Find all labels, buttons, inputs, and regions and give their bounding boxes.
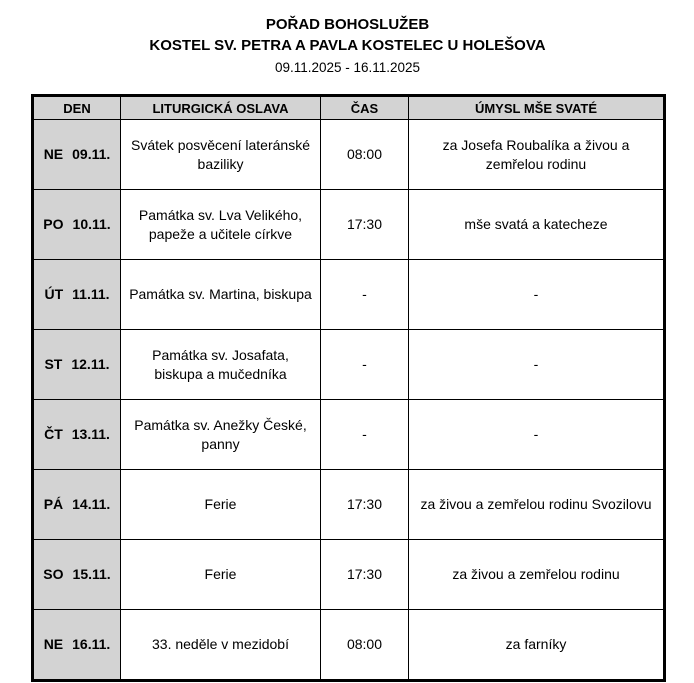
table-header-row	[33, 96, 665, 120]
time-cell: 17:30	[321, 470, 409, 540]
celebration-cell: Památka sv. Josafata, biskupa a mučedníka	[121, 330, 321, 400]
day-cell	[33, 330, 121, 400]
intention-cell: za farníky	[409, 610, 665, 681]
day-abbreviation: ÚT	[44, 286, 64, 302]
time-cell: -	[321, 260, 409, 330]
table-body	[33, 120, 665, 681]
day-cell	[33, 610, 121, 681]
intention-cell: -	[409, 260, 665, 330]
table-row	[33, 330, 665, 400]
celebration-cell: Památka sv. Anežky České, panny	[121, 400, 321, 470]
document-header	[31, 14, 664, 78]
celebration-cell: Ferie	[121, 540, 321, 610]
table-row	[33, 540, 665, 610]
page-title: POŘAD BOHOSLUŽEB	[265, 16, 430, 33]
day-abbreviation: ČT	[44, 426, 63, 442]
table-row	[33, 610, 665, 681]
day-cell	[33, 190, 121, 260]
celebration-cell: 33. neděle v mezidobí	[121, 610, 321, 681]
day-date: 15.11.	[72, 566, 111, 582]
column-header-cas: ČAS	[321, 96, 409, 120]
table-row	[33, 470, 665, 540]
time-cell: 17:30	[321, 540, 409, 610]
celebration-cell: Památka sv. Lva Velikého, papeže a učitele církve	[121, 190, 321, 260]
column-header-liturgicka-oslava: LITURGICKÁ OSLAVA	[121, 96, 321, 120]
day-cell	[33, 120, 121, 190]
time-cell: -	[321, 330, 409, 400]
day-date: 13.11.	[71, 426, 110, 442]
day-date: 11.11.	[72, 286, 110, 302]
date-range: 09.11.2025 - 16.11.2025	[274, 60, 421, 75]
column-header-den: DEN	[33, 96, 121, 120]
page-subtitle: KOSTEL SV. PETRA A PAVLA KOSTELEC U HOLEŠOVA	[149, 37, 546, 54]
day-date: 14.11.	[72, 496, 111, 512]
table-row	[33, 260, 665, 330]
time-cell: 08:00	[321, 610, 409, 681]
table-row	[33, 190, 665, 260]
celebration-cell: Ferie	[121, 470, 321, 540]
day-date: 12.11.	[71, 356, 110, 372]
intention-cell: za Josefa Roubalíka a živou a zemřelou rodinu	[409, 120, 665, 190]
intention-cell: -	[409, 330, 665, 400]
celebration-cell: Památka sv. Martina, biskupa	[121, 260, 321, 330]
intention-cell: mše svatá a katecheze	[409, 190, 665, 260]
day-abbreviation: PO	[43, 216, 64, 232]
column-header-umysl: ÚMYSL MŠE SVATÉ	[409, 96, 665, 120]
day-date: 16.11.	[72, 636, 111, 652]
celebration-cell: Svátek posvěcení lateránské baziliky	[121, 120, 321, 190]
day-cell	[33, 470, 121, 540]
table-row	[33, 120, 665, 190]
time-cell: 08:00	[321, 120, 409, 190]
time-cell: -	[321, 400, 409, 470]
intention-cell: za živou a zemřelou rodinu	[409, 540, 665, 610]
day-abbreviation: PÁ	[43, 496, 64, 512]
schedule-table	[31, 94, 666, 682]
day-abbreviation: NE	[43, 636, 64, 652]
day-abbreviation: NE	[43, 146, 64, 162]
intention-cell: -	[409, 400, 665, 470]
day-cell	[33, 400, 121, 470]
intention-cell: za živou a zemřelou rodinu Svozilovu	[409, 470, 665, 540]
day-abbreviation: ST	[44, 356, 63, 372]
day-date: 09.11.	[72, 146, 111, 162]
day-cell	[33, 540, 121, 610]
table-row	[33, 400, 665, 470]
day-date: 10.11.	[72, 216, 111, 232]
day-cell	[33, 260, 121, 330]
time-cell: 17:30	[321, 190, 409, 260]
day-abbreviation: SO	[43, 566, 64, 582]
